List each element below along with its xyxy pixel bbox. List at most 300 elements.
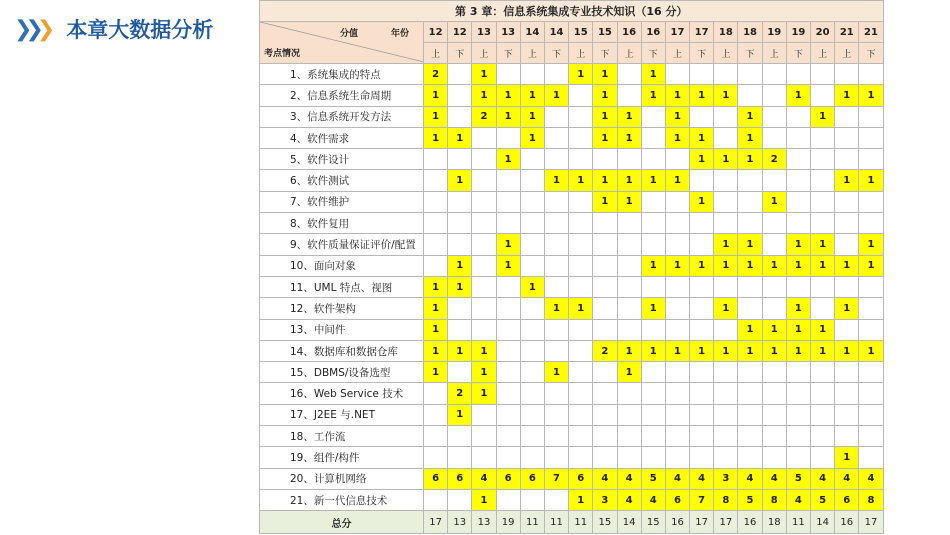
half-header-cell: 下 — [690, 43, 714, 64]
total-cell: 17 — [714, 511, 738, 534]
score-cell: 1 — [811, 255, 835, 276]
score-cell — [569, 447, 593, 468]
score-cell: 1 — [593, 106, 617, 127]
score-cell — [472, 234, 496, 255]
score-cell: 1 — [593, 170, 617, 191]
score-cell — [835, 127, 859, 148]
total-cell: 16 — [738, 511, 762, 534]
score-cell — [569, 404, 593, 425]
score-cell — [496, 404, 520, 425]
score-cell — [569, 191, 593, 212]
score-cell — [593, 255, 617, 276]
score-cell — [786, 170, 810, 191]
table-row — [260, 426, 884, 447]
score-cell: 4 — [811, 468, 835, 489]
score-cell — [520, 404, 544, 425]
year-header-cell: 12 — [448, 22, 472, 43]
score-cell: 4 — [859, 468, 883, 489]
table-row — [260, 298, 884, 319]
score-cell — [786, 447, 810, 468]
score-cell: 4 — [835, 468, 859, 489]
score-cell — [859, 276, 883, 297]
score-cell — [569, 383, 593, 404]
score-cell: 1 — [424, 298, 448, 319]
score-cell — [859, 383, 883, 404]
corner-year-label: 年份 — [390, 29, 409, 39]
topic-cell: 1、系统集成的特点 — [260, 64, 424, 85]
score-cell — [472, 191, 496, 212]
score-cell: 1 — [496, 149, 520, 170]
score-cell — [544, 127, 568, 148]
score-cell — [472, 149, 496, 170]
page-title: 本章大数据分析 — [66, 18, 214, 42]
score-cell — [835, 191, 859, 212]
score-cell: 1 — [665, 340, 689, 361]
score-table — [259, 0, 884, 534]
score-cell — [665, 213, 689, 234]
score-cell: 1 — [617, 170, 641, 191]
score-cell: 1 — [544, 85, 568, 106]
score-cell — [472, 447, 496, 468]
score-cell: 1 — [472, 340, 496, 361]
score-cell — [593, 447, 617, 468]
score-cell: 6 — [424, 468, 448, 489]
score-cell — [472, 404, 496, 425]
score-cell — [835, 276, 859, 297]
score-cell — [448, 426, 472, 447]
score-cell — [786, 149, 810, 170]
score-cell — [738, 276, 762, 297]
score-cell: 1 — [811, 106, 835, 127]
score-cell: 1 — [520, 106, 544, 127]
year-header-cell: 19 — [762, 22, 786, 43]
score-cell — [544, 191, 568, 212]
score-cell — [665, 276, 689, 297]
score-cell — [641, 447, 665, 468]
score-cell: 4 — [690, 468, 714, 489]
score-cell: 1 — [690, 149, 714, 170]
score-cell: 2 — [472, 106, 496, 127]
score-cell: 1 — [496, 255, 520, 276]
table-row — [260, 213, 884, 234]
half-header-cell: 下 — [859, 43, 883, 64]
table-row — [260, 340, 884, 361]
total-cell: 11 — [544, 511, 568, 534]
score-cell: 1 — [786, 234, 810, 255]
score-cell — [569, 426, 593, 447]
score-cell — [665, 362, 689, 383]
score-cell — [641, 106, 665, 127]
score-cell: 1 — [786, 340, 810, 361]
score-cell — [424, 489, 448, 510]
score-cell: 1 — [544, 298, 568, 319]
score-cell: 1 — [424, 106, 448, 127]
score-cell: 1 — [714, 234, 738, 255]
score-cell — [786, 362, 810, 383]
score-cell: 1 — [762, 191, 786, 212]
score-cell — [544, 319, 568, 340]
score-cell — [690, 170, 714, 191]
score-cell: 1 — [593, 191, 617, 212]
score-cell — [593, 362, 617, 383]
score-cell: 1 — [665, 170, 689, 191]
topic-cell: 16、Web Service 技术 — [260, 383, 424, 404]
table-row — [260, 234, 884, 255]
score-cell — [738, 362, 762, 383]
score-cell: 4 — [665, 468, 689, 489]
year-header-cell: 15 — [593, 22, 617, 43]
half-header-cell: 上 — [835, 43, 859, 64]
score-cell — [859, 106, 883, 127]
score-cell — [424, 213, 448, 234]
topic-cell: 5、软件设计 — [260, 149, 424, 170]
table-row — [260, 319, 884, 340]
score-cell — [448, 447, 472, 468]
score-cell: 1 — [714, 340, 738, 361]
half-header-cell: 上 — [665, 43, 689, 64]
score-cell: 1 — [472, 362, 496, 383]
score-cell: 1 — [665, 106, 689, 127]
score-cell — [738, 85, 762, 106]
score-cell: 1 — [569, 64, 593, 85]
score-cell — [544, 149, 568, 170]
score-cell: 1 — [569, 489, 593, 510]
topic-cell: 17、J2EE 与.NET — [260, 404, 424, 425]
score-cell — [786, 106, 810, 127]
topic-cell: 9、软件质量保证评价/配置 — [260, 234, 424, 255]
score-cell — [786, 276, 810, 297]
score-cell — [811, 149, 835, 170]
score-cell — [738, 383, 762, 404]
score-cell: 1 — [665, 127, 689, 148]
total-cell: 14 — [617, 511, 641, 534]
score-cell — [569, 319, 593, 340]
total-cell: 15 — [641, 511, 665, 534]
score-cell — [544, 383, 568, 404]
score-cell — [859, 149, 883, 170]
score-cell: 6 — [569, 468, 593, 489]
score-cell — [617, 64, 641, 85]
score-cell — [544, 447, 568, 468]
year-header-cell: 20 — [811, 22, 835, 43]
score-cell — [786, 426, 810, 447]
year-header-row — [260, 22, 884, 43]
score-cell — [544, 404, 568, 425]
score-cell: 4 — [762, 468, 786, 489]
score-cell — [544, 234, 568, 255]
score-cell — [665, 191, 689, 212]
score-cell — [762, 213, 786, 234]
score-cell: 1 — [448, 340, 472, 361]
score-cell: 1 — [448, 255, 472, 276]
score-cell — [738, 404, 762, 425]
score-cell — [544, 426, 568, 447]
topic-cell: 8、软件复用 — [260, 213, 424, 234]
score-cell — [448, 319, 472, 340]
score-cell — [617, 234, 641, 255]
chevron-arrows-icon: ❯❯❯ — [14, 16, 49, 42]
score-cell — [496, 191, 520, 212]
score-cell — [835, 362, 859, 383]
score-cell — [569, 234, 593, 255]
score-cell — [665, 319, 689, 340]
corner-topic-label: 考点情况 — [264, 49, 301, 59]
score-cell: 8 — [859, 489, 883, 510]
score-cell — [835, 106, 859, 127]
year-header-cell: 18 — [738, 22, 762, 43]
score-cell — [738, 64, 762, 85]
score-cell — [859, 191, 883, 212]
score-cell — [665, 426, 689, 447]
score-cell: 1 — [544, 362, 568, 383]
score-cell: 1 — [835, 85, 859, 106]
score-cell — [520, 340, 544, 361]
score-cell — [859, 447, 883, 468]
score-cell — [641, 426, 665, 447]
half-header-cell: 上 — [424, 43, 448, 64]
table-row — [260, 383, 884, 404]
table-row — [260, 404, 884, 425]
score-cell — [762, 383, 786, 404]
score-cell — [472, 319, 496, 340]
score-cell — [811, 85, 835, 106]
score-cell — [472, 426, 496, 447]
score-cell: 6 — [448, 468, 472, 489]
score-cell — [811, 404, 835, 425]
score-cell — [569, 362, 593, 383]
score-cell — [593, 276, 617, 297]
topic-cell: 15、DBMS/设备选型 — [260, 362, 424, 383]
score-cell — [786, 191, 810, 212]
table-row — [260, 276, 884, 297]
score-cell — [593, 298, 617, 319]
score-cell — [424, 170, 448, 191]
score-cell — [738, 298, 762, 319]
score-cell — [520, 383, 544, 404]
score-cell: 1 — [569, 170, 593, 191]
total-cell: 14 — [811, 511, 835, 534]
score-cell — [641, 191, 665, 212]
total-cell: 11 — [520, 511, 544, 534]
score-cell: 1 — [641, 298, 665, 319]
score-cell — [520, 170, 544, 191]
score-cell: 1 — [738, 149, 762, 170]
score-cell — [617, 276, 641, 297]
score-cell — [520, 234, 544, 255]
score-cell — [520, 489, 544, 510]
score-cell: 1 — [448, 404, 472, 425]
score-cell: 4 — [641, 489, 665, 510]
score-cell: 1 — [762, 319, 786, 340]
score-cell — [859, 426, 883, 447]
table-title-row — [260, 1, 884, 22]
total-cell: 11 — [786, 511, 810, 534]
score-cell — [448, 191, 472, 212]
score-cell — [762, 362, 786, 383]
score-cell — [714, 447, 738, 468]
table-row — [260, 489, 884, 510]
score-cell — [424, 426, 448, 447]
score-cell: 1 — [835, 298, 859, 319]
score-cell — [617, 426, 641, 447]
score-cell — [544, 213, 568, 234]
score-cell: 1 — [424, 85, 448, 106]
score-cell — [690, 404, 714, 425]
score-cell: 1 — [472, 489, 496, 510]
score-cell: 6 — [496, 468, 520, 489]
score-cell — [617, 319, 641, 340]
table-row — [260, 149, 884, 170]
score-cell — [714, 106, 738, 127]
year-header-cell: 14 — [520, 22, 544, 43]
half-header-cell: 上 — [520, 43, 544, 64]
score-cell: 1 — [569, 298, 593, 319]
score-cell — [762, 170, 786, 191]
half-header-cell: 下 — [786, 43, 810, 64]
score-cell — [424, 234, 448, 255]
table-row — [260, 127, 884, 148]
score-cell — [617, 383, 641, 404]
score-cell — [859, 213, 883, 234]
half-header-cell: 下 — [448, 43, 472, 64]
score-cell — [835, 383, 859, 404]
score-cell — [641, 127, 665, 148]
score-cell: 4 — [617, 489, 641, 510]
score-cell — [786, 64, 810, 85]
score-cell — [520, 149, 544, 170]
score-cell — [665, 447, 689, 468]
score-cell — [569, 213, 593, 234]
year-header-cell: 16 — [617, 22, 641, 43]
total-cell: 13 — [448, 511, 472, 534]
score-cell: 6 — [665, 489, 689, 510]
total-cell: 18 — [762, 511, 786, 534]
half-header-cell: 上 — [569, 43, 593, 64]
score-cell — [738, 191, 762, 212]
score-cell: 1 — [424, 127, 448, 148]
score-cell — [472, 170, 496, 191]
year-header-cell: 17 — [665, 22, 689, 43]
score-cell: 1 — [665, 255, 689, 276]
total-cell: 19 — [496, 511, 520, 534]
score-cell: 1 — [641, 340, 665, 361]
topic-cell: 21、新一代信息技术 — [260, 489, 424, 510]
score-cell — [762, 276, 786, 297]
score-cell — [593, 149, 617, 170]
score-cell — [811, 276, 835, 297]
score-cell: 1 — [641, 255, 665, 276]
topic-cell: 3、信息系统开发方法 — [260, 106, 424, 127]
score-cell — [544, 276, 568, 297]
score-cell — [859, 362, 883, 383]
score-cell — [496, 64, 520, 85]
total-cell: 13 — [472, 511, 496, 534]
score-cell — [569, 340, 593, 361]
score-cell: 1 — [738, 106, 762, 127]
score-cell: 1 — [714, 298, 738, 319]
score-cell — [665, 149, 689, 170]
topic-cell: 12、软件架构 — [260, 298, 424, 319]
score-cell: 1 — [738, 319, 762, 340]
score-cell — [859, 298, 883, 319]
score-cell — [665, 298, 689, 319]
score-cell — [520, 362, 544, 383]
score-cell: 1 — [762, 255, 786, 276]
half-header-cell: 下 — [544, 43, 568, 64]
score-cell — [665, 234, 689, 255]
score-cell — [520, 319, 544, 340]
score-cell: 5 — [641, 468, 665, 489]
score-cell — [738, 426, 762, 447]
total-cell: 16 — [665, 511, 689, 534]
score-cell: 2 — [424, 64, 448, 85]
score-cell: 5 — [786, 468, 810, 489]
topic-cell: 7、软件维护 — [260, 191, 424, 212]
score-cell: 1 — [835, 255, 859, 276]
score-cell — [448, 64, 472, 85]
score-cell — [448, 149, 472, 170]
score-cell — [593, 319, 617, 340]
score-cell — [811, 426, 835, 447]
score-cell: 3 — [593, 489, 617, 510]
table-corner-header — [260, 22, 424, 64]
score-cell: 7 — [544, 468, 568, 489]
score-cell: 1 — [593, 64, 617, 85]
score-cell: 1 — [859, 170, 883, 191]
topic-cell: 14、数据库和数据仓库 — [260, 340, 424, 361]
score-cell: 1 — [520, 276, 544, 297]
score-cell — [690, 383, 714, 404]
score-cell: 1 — [714, 85, 738, 106]
score-cell: 1 — [448, 127, 472, 148]
score-cell: 1 — [424, 340, 448, 361]
score-cell: 4 — [472, 468, 496, 489]
score-cell: 4 — [786, 489, 810, 510]
year-header-cell: 14 — [544, 22, 568, 43]
score-cell — [641, 319, 665, 340]
score-cell — [593, 404, 617, 425]
score-cell — [811, 127, 835, 148]
score-cell — [835, 426, 859, 447]
score-cell — [859, 404, 883, 425]
score-cell — [835, 319, 859, 340]
score-cell — [544, 489, 568, 510]
score-cell: 7 — [690, 489, 714, 510]
score-cell: 3 — [714, 468, 738, 489]
score-cell — [544, 106, 568, 127]
score-cell — [617, 404, 641, 425]
total-cell: 11 — [569, 511, 593, 534]
topic-cell: 10、面向对象 — [260, 255, 424, 276]
score-cell: 1 — [859, 255, 883, 276]
half-header-cell: 上 — [762, 43, 786, 64]
score-cell — [448, 489, 472, 510]
topic-cell: 18、工作流 — [260, 426, 424, 447]
year-header-cell: 21 — [835, 22, 859, 43]
score-cell: 4 — [617, 468, 641, 489]
score-cell: 1 — [593, 85, 617, 106]
score-cell — [641, 149, 665, 170]
total-cell: 17 — [424, 511, 448, 534]
topic-cell: 19、组件/构件 — [260, 447, 424, 468]
score-cell — [496, 383, 520, 404]
score-cell — [472, 276, 496, 297]
score-cell — [569, 149, 593, 170]
score-cell: 6 — [520, 468, 544, 489]
score-cell: 1 — [859, 234, 883, 255]
total-cell: 17 — [859, 511, 883, 534]
table-row — [260, 170, 884, 191]
